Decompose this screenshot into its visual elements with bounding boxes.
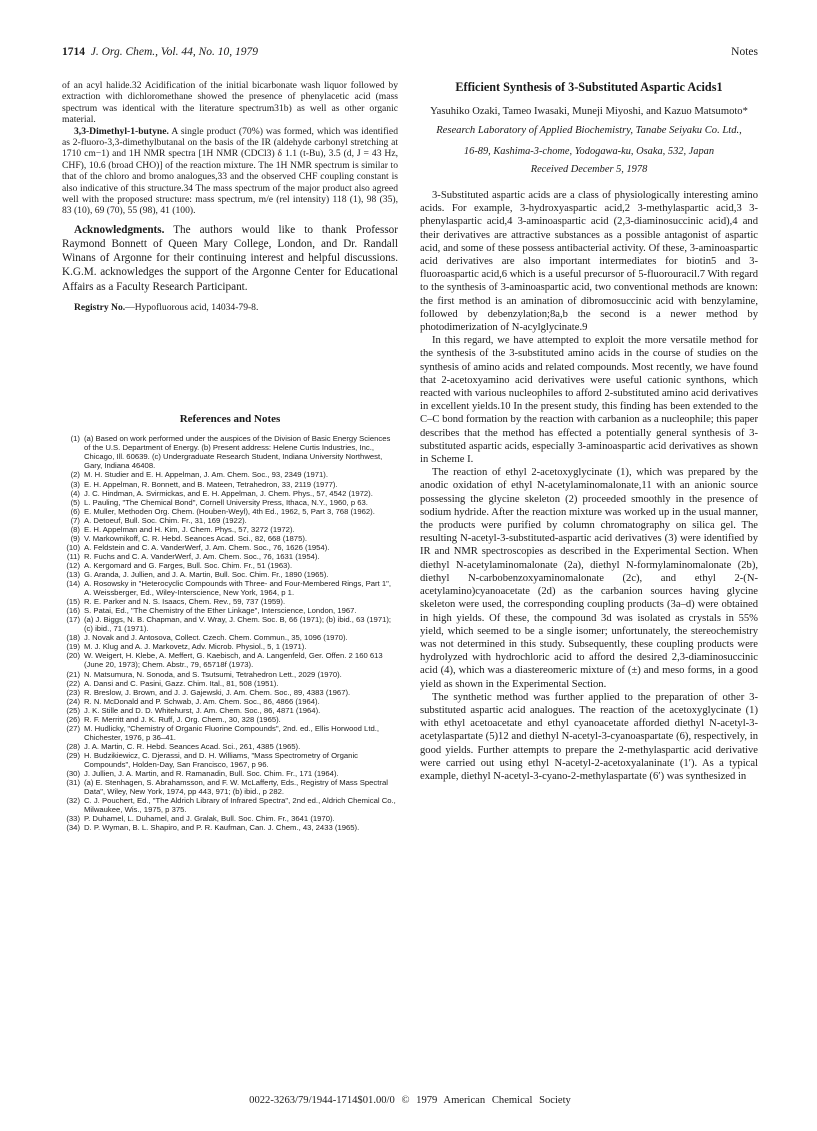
section-label: Notes (731, 46, 758, 58)
reference-number: (8) (70, 524, 80, 534)
reference-text: E. Muller, Methoden Org. Chem. (Houben-Weyl), 4th Ed., 1962, 5, Part 3, 768 (1962). (84, 506, 375, 516)
reference-text: R. F. Merritt and J. K. Ruff, J. Org. Chem., 30, 328 (1965). (84, 714, 281, 724)
reference-item (62, 489, 398, 498)
reference-number: (13) (66, 570, 80, 579)
reference-number: (23) (66, 687, 80, 697)
reference-text: J. K. Stille and D. D. Whitehurst, J. Am. Chem. Soc., 86, 4871 (1964). (84, 705, 321, 715)
reference-text: W. Weigert, H. Klebe, A. Meffert, G. Kaebisch, and A. Langenfeld, Ger. Offen. 2 160 613 (June 20, 1973); Chem. Abstr., 79, 65718f (1973). (84, 651, 383, 670)
price-code: 0022-3263/79/1944-1714$01.00/0 (249, 1095, 395, 1106)
reference-item (62, 498, 398, 507)
reference-number: (11) (66, 551, 80, 561)
reference-text: G. Aranda, J. Jullien, and J. A. Martin, Bull. Soc. Chim. Fr., 1890 (1965). (84, 570, 329, 579)
reference-number: (18) (66, 633, 80, 643)
reference-text: C. J. Pouchert, Ed., "The Aldrich Library of Infrared Spectra", 2nd ed., Aldrich Chemical Co., Milwaukee, Wis., 1975, p 375. (84, 796, 396, 815)
reference-number: (25) (66, 705, 80, 715)
reference-text: N. Matsumura, N. Sonoda, and S. Tsutsumi, Tetrahedron Lett., 2029 (1970). (84, 669, 342, 679)
registry-heading: Registry No. (74, 301, 126, 313)
article-authors: Yasuhiko Ozaki, Tameo Iwasaki, Muneji Miyoshi, and Kazuo Matsumoto* (430, 106, 748, 117)
reference-number: (27) (66, 723, 80, 733)
page-footer (62, 1095, 758, 1106)
reference-number: (19) (66, 642, 80, 652)
reference-item (62, 697, 398, 706)
reference-number: (26) (66, 714, 80, 724)
butyne-paragraph (62, 126, 398, 217)
reference-item (62, 579, 398, 597)
butyne-heading: 3,3-Dimethyl-1-butyne. (74, 125, 169, 137)
reference-number: (14) (66, 579, 80, 589)
reference-item (62, 688, 398, 697)
reference-item (62, 651, 398, 669)
reference-number: (28) (66, 741, 80, 751)
registry-numbers (62, 302, 398, 313)
reference-item (62, 570, 398, 579)
article-address: 16-89, Kashima-3-chome, Yodogawa-ku, Osaka, 532, Japan (463, 146, 715, 157)
reference-item (62, 706, 398, 715)
body-paragraph: The synthetic method was further applied to the preparation of other 3-substituted aspartic acid analogues. The reaction of the acetoxyglycinate (1) with ethyl acetoacetate and ethyl cyanoacetate afforded diethyl N-acetyl-3-acetylaspartate (5)12 and diethyl N-acetyl-3-cyanoaspartate (6), respectively, in good yields. Further attempts to prepare the 2-methylaspartic acid derivative were carried out using ethyl N-acetyl-2-acetoxyalaninate (1′). As a typical example, diethyl N-acetyl-3-cyano-2-methylaspartate (6′) was synthesized in (420, 691, 758, 782)
reference-number: (7) (70, 515, 80, 525)
reference-number: (33) (66, 814, 80, 824)
reference-item (62, 769, 398, 778)
reference-text: R. Breslow, J. Brown, and J. J. Gajewski, J. Am. Chem. Soc., 89, 4383 (1967). (84, 687, 351, 697)
reference-item (62, 679, 398, 688)
right-column (420, 80, 758, 783)
reference-text: R. N. McDonald and P. Schwab, J. Am. Chem. Soc., 86, 4866 (1964). (84, 696, 320, 706)
reference-item (62, 434, 398, 470)
reference-text: (a) J. Biggs, N. B. Chapman, and V. Wray, J. Chem. Soc. B, 66 (1971); (b) ibid., 63 (1971); (c) ibid., 71 (1971). (84, 615, 392, 634)
reference-item (62, 480, 398, 489)
reference-item (62, 552, 398, 561)
reference-number: (2) (70, 470, 80, 480)
reference-number: (17) (66, 615, 80, 625)
copyright: © 1979 American Chemical Society (401, 1095, 571, 1106)
reference-item (62, 534, 398, 543)
reference-number: (21) (66, 669, 80, 679)
reference-text: D. P. Wyman, B. L. Shapiro, and P. R. Kaufman, Can. J. Chem., 43, 2433 (1965). (84, 823, 360, 833)
reference-text: (a) Based on work performed under the auspices of the Division of Basic Energy Sciences of the U.S. Department of Energy. (b) Present address: Helene Curtis Industries, Inc., Chicago, Ill. 60639. (c) Undergraduate Research Student, Indiana University Northwest, Gary, Indiana 46408. (84, 434, 391, 471)
reference-text: J. C. Hindman, A. Svirmickas, and E. H. Appelman, J. Chem. Phys., 57, 4542 (1972). (84, 488, 373, 498)
reference-item (62, 823, 398, 832)
reference-item (62, 606, 398, 615)
body-paragraph: The reaction of ethyl 2-acetoxyglycinate (1), which was prepared by the anodic oxidation of ethyl N-acetylaminomalonate,11 with an anionic source possessing the glycine skeleton (2) proceeded smoothly in the presence of sodium hydride. After the reaction mixture was worked up in the usual manner, the products were purified by column chromatography on silica gel. The resulting N-acetyl-3-substituted-aspartic acid derivatives (3) were identified by IR and NMR spectroscopies as described in the Experimental Section. When diethyl N-acetylaminomalonate (2a), diethyl N-formylaminomalonate (2b), diethyl N-carbobenzoxyaminomalonate (2c), and ethyl 2-(N-acetylamino)cyanoacetate (2d) as the carbanion sources having glycine skeleton were used, the corresponding coupling products (3a–d) were obtained in high yields. Of these, the compound 3d was isolated as crystals in 55% yield, which seemed to be a single isomer; unfortunately, the stereochemistry was not determined in this study. Subsequently, these coupling products were hydrolyzed with hydrochloric acid to afford the desired 2,3-diaminosuccinic acid (4), which was a diastereomeric mixture of (±) and meso forms, in a good yield as shown in the Experimental Section. (420, 467, 758, 690)
references-list (62, 434, 398, 832)
reference-text: A. Feldstein and C. A. VanderWerf, J. Am. Chem. Soc., 76, 1626 (1954). (84, 542, 330, 552)
reference-number: (29) (66, 750, 80, 760)
reference-text: R. E. Parker and N. S. Isaacs, Chem. Rev., 59, 737 (1959). (84, 597, 286, 607)
acknowledgments (62, 223, 398, 294)
reference-text: L. Pauling, "The Chemical Bond", Cornell University Press, Ithaca, N.Y., 1960, p 63. (84, 497, 368, 507)
reference-item (62, 796, 398, 814)
reference-item (62, 670, 398, 679)
reference-text: M. Hudlicky, "Chemistry of Organic Fluorine Compounds", 2nd. ed., Ellis Horwood Ltd., Chichester, 1976, p 36–41. (84, 723, 379, 742)
reference-number: (31) (66, 778, 80, 788)
received-date: Received December 5, 1978 (530, 164, 648, 175)
reference-item (62, 642, 398, 651)
reference-text: J. Novak and J. Antosova, Collect. Czech. Chem. Commun., 35, 1096 (1970). (84, 633, 348, 643)
reference-number: (5) (70, 497, 80, 507)
journal-citation: J. Org. Chem., Vol. 44, No. 10, 1979 (90, 46, 259, 58)
reference-item (62, 597, 398, 606)
reference-item (62, 778, 398, 796)
reference-number: (22) (66, 678, 80, 688)
reference-number: (30) (66, 769, 80, 779)
reference-item (62, 633, 398, 642)
reference-text: A. Dansi and C. Pasini, Gazz. Chim. Ital., 81, 508 (1951). (84, 678, 279, 688)
left-column (62, 80, 398, 832)
reference-text: A. Rosowsky in "Heterocyclic Compounds with Three- and Four-Membered Rings, Part 1", A. Weissberger, Ed., Wiley-Interscience, New York, 1964, p 1. (84, 579, 391, 598)
reference-item (62, 742, 398, 751)
reference-number: (9) (70, 533, 80, 543)
reference-number: (1) (70, 434, 80, 444)
reference-item (62, 724, 398, 742)
reference-text: P. Duhamel, L. Duhamel, and J. Gralak, Bull. Soc. Chim. Fr., 3641 (1970). (84, 814, 335, 824)
reference-text: A. Detoeuf, Bull. Soc. Chim. Fr., 31, 169 (1922). (84, 515, 247, 525)
butyne-text: A single product (70%) was formed, which was identified as 2-fluoro-3,3-dimethylbutanal on the basis of the IR (aldehyde carbonyl stretching at 1710 cm−1) and 1H NMR spectra [1H NMR (CDCl3) δ 1.1 (t-Bu), 3.5 (d, J = 43 Hz, CHF), 10.6 (broad CHO)] of the reaction mixture. The 1H NMR spectrum is similar to that of the chloro and bromo analogues,33 and the observed CHF coupling constant is also indicative of this structure.34 The mass spectrum of the major product also agreed well with the proposed structure: mass spectrum, m/e (rel intensity) 118 (1), 98 (35), 83 (10), 69 (70), 55 (98), 41 (100). (62, 125, 398, 217)
reference-number: (20) (66, 651, 80, 661)
reference-text: H. Budzikiewicz, C. Djerassi, and D. H. Williams, "Mass Spectrometry of Organic Compounds", Holden-Day, San Francisco, 1967, p 96. (84, 750, 358, 769)
reference-item (62, 615, 398, 633)
reference-item (62, 543, 398, 552)
reference-item (62, 525, 398, 534)
references-title: References and Notes (179, 413, 281, 426)
page-number: 1714 (62, 46, 85, 58)
reference-text: M. J. Klug and A. J. Markovetz, Adv. Microb. Physiol., 5, 1 (1971). (84, 642, 307, 652)
reference-item (62, 561, 398, 570)
reference-text: R. Fuchs and C. A. VanderWerf, J. Am. Chem. Soc., 76, 1631 (1954). (84, 551, 320, 561)
reference-text: V. Markownikoff, C. R. Hebd. Seances Acad. Sci., 82, 668 (1875). (84, 533, 308, 543)
ack-text: The authors would like to thank Professor Raymond Bonnett of Queen Mary College, London, and Dr. Randall Winans of Argonne for their continuing interest and helpful discussions. K.G.M. acknowledges the support of the Argonne Center for Educational Affairs as a Faculty Research Participant. (62, 223, 398, 293)
reference-text: J. A. Martin, C. R. Hebd. Seances Acad. Sci., 261, 4385 (1965). (84, 741, 301, 751)
reference-item (62, 470, 398, 479)
intro-paragraph: of an acyl halide.32 Acidification of the initial bicarbonate wash liquor followed by extraction with dichloromethane showed the presence of phenylacetic acid (mass spectrum was identical with the literature spectrum31b) as well as other organic material. (62, 80, 398, 126)
page-header (62, 46, 758, 62)
reference-item (62, 814, 398, 823)
reference-item (62, 507, 398, 516)
reference-number: (12) (66, 560, 80, 570)
reference-number: (3) (70, 479, 80, 489)
reference-text: M. H. Studier and E. H. Appelman, J. Am. Chem. Soc., 93, 2349 (1971). (84, 470, 328, 480)
body-paragraph: 3-Substituted aspartic acids are a class of physiologically interesting amino acids. For example, 3-hydroxyaspartic acid,2 3-methylaspartic acid,3 3-phenylaspartic acid,4 3-aminoaspartic acid (2,3-diaminosuccinic acid),4 and their derivatives are attractive substances as a possible antagonist of aspartic acid, and some of these possess antibacterial activity. Of these, 3-aminoaspartic acid derivatives are also important intermediates for biotin5 and 3-fluoroaspartic acid,6 which is a useful precursor of 5-fluorouracil.7 With regard to the synthesis of 3-aminoaspartic acid, two conventional methods are known: the first method is an amination of dibromosuccinic acid with benzylamine, followed by debenzylation;8a,b the second is a newer method by photodimerization of N-acylglycinate.9 (420, 190, 758, 334)
reference-text: A. Kergomard and G. Farges, Bull. Soc. Chim. Fr., 51 (1963). (84, 560, 293, 570)
reference-number: (4) (70, 488, 80, 498)
reference-number: (15) (66, 597, 80, 607)
reference-item (62, 751, 398, 769)
reference-number: (34) (66, 823, 80, 833)
registry-text: —Hypofluorous acid, 14034-79-8. (125, 301, 259, 313)
article-title: Efficient Synthesis of 3-Substituted Aspartic Acids1 (455, 80, 723, 94)
reference-number: (6) (70, 506, 80, 516)
ack-heading: Acknowledgments. (74, 223, 165, 236)
reference-text: S. Patai, Ed., "The Chemistry of the Ether Linkage", Interscience, London, 1967. (84, 606, 357, 616)
article-affiliation: Research Laboratory of Applied Biochemistry, Tanabe Seiyaku Co. Ltd., (436, 125, 742, 136)
reference-text: J. Jullien, J. A. Martin, and R. Ramanadin, Bull. Soc. Chim. Fr., 171 (1964). (84, 769, 339, 779)
reference-number: (16) (66, 606, 80, 616)
reference-item (62, 516, 398, 525)
reference-item (62, 715, 398, 724)
reference-text: E. H. Appelman and H. Kim, J. Chem. Phys., 57, 3272 (1972). (84, 524, 295, 534)
reference-text: E. H. Appelman, R. Bonnett, and B. Mateen, Tetrahedron, 33, 2119 (1977). (84, 479, 338, 489)
reference-text: (a) E. Stenhagen, S. Abrahamsson, and F. W. McLafferty, Eds., Registry of Mass Spectral Data", Wiley, New York, 1974, pp 443, 971; (b) ibid., p 282. (84, 778, 388, 797)
reference-number: (10) (66, 542, 80, 552)
body-paragraph: In this regard, we have attempted to exploit the more versatile method for the synthesis of the 3-substituted amino acids in the course of studies on the synthesis of amino acids and related compounds. Most recently, we have found that 2-acetoxyamino acid derivatives were useful cationic synthons, which reacted with various nucleophiles to afford 2-substituted amino acid derivatives in excellent yields.10 In the present study, this finding has been extended to the C–C bond formation by the reaction with carbanion as a nucleophile; this paper describes that the method has effected a potentially general synthesis of 3-substituted aspartic acids, especially 3-aminoaspartic acid derivatives as shown in Scheme I. (420, 335, 758, 466)
reference-number: (32) (66, 796, 80, 806)
running-head (62, 46, 258, 58)
reference-number: (24) (66, 696, 80, 706)
